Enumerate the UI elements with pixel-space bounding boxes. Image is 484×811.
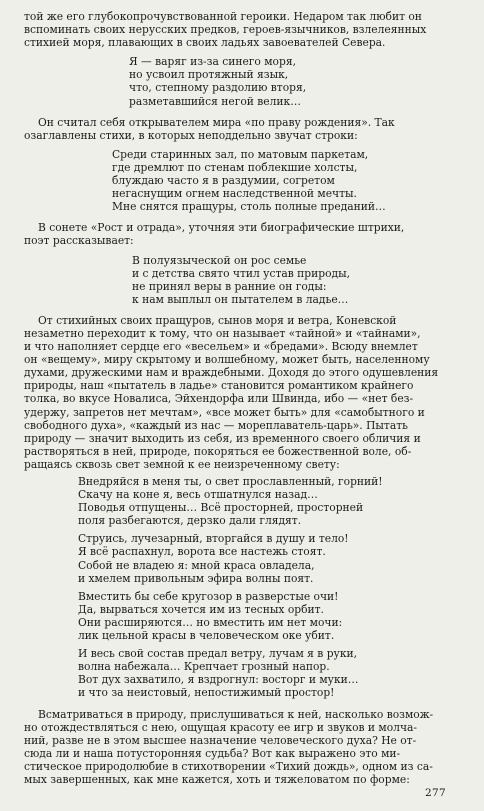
verse-line: блуждаю часто я в раздумии, согретом bbox=[112, 174, 335, 188]
verse-line: Струись, лучезарный, вторгайся в душу и тело! bbox=[78, 532, 349, 546]
verse-line: не принял веры в ранние он годы: bbox=[132, 279, 327, 293]
verse-1 bbox=[24, 55, 464, 107]
verse-line: и что за неистовый, непостижимый простор! bbox=[78, 686, 335, 700]
paragraph-4 bbox=[24, 314, 464, 471]
verse-3 bbox=[24, 254, 464, 306]
verse-line: Вместить бы себе кругозор в разверстые очи! bbox=[78, 589, 339, 603]
text-line: и что наполняет сердце его «весельем» и «бредами». Всюду внемлет bbox=[24, 340, 418, 354]
paragraph-3 bbox=[24, 221, 464, 247]
page-number: 277 bbox=[425, 787, 446, 799]
verse-line: Собой не владею я: мной краса овладела, bbox=[78, 558, 315, 572]
verse-4 bbox=[24, 475, 464, 700]
paragraph-2 bbox=[24, 116, 464, 142]
paragraph-1 bbox=[24, 10, 464, 49]
text-line: ращаясь сквозь свет земной к ее неизреченному свету: bbox=[24, 457, 340, 471]
text-line: незаметно переходит к тому, что он называет «тайной» и «тайнами», bbox=[24, 326, 421, 340]
verse-line: Среди старинных зал, по матовым паркетам, bbox=[112, 147, 369, 161]
verse-line: и хмелем привольным эфира волны поят. bbox=[78, 571, 314, 585]
verse-2 bbox=[24, 148, 464, 213]
text-line: В сонете «Рост и отрада», уточняя эти биографические штрихи, bbox=[38, 221, 405, 235]
text-line: удержу, запретов нет мечтам», «все может быть» для «самобытного и bbox=[24, 405, 425, 419]
verse-line: к нам выплыл он пытателем в ладье… bbox=[132, 292, 349, 306]
text-line: поэт рассказывает: bbox=[24, 234, 134, 248]
verse-line: В полуязыческой он рос семье bbox=[132, 253, 307, 267]
verse-line: разметавшийся негой велик… bbox=[129, 94, 301, 108]
text-line: стическое природолюбие в стихотворении «Тихий дождь», одном из са- bbox=[24, 759, 433, 773]
text-line: но отождествляться с нею, ощущая красоту ее игр и звуков и молча- bbox=[24, 720, 418, 734]
verse-line: Мне снятся пращуры, столь полные преданий… bbox=[112, 200, 386, 214]
text-line: Всматриваться в природу, прислушиваться к ней, насколько возмож- bbox=[38, 707, 434, 721]
verse-line: Скачу на коне я, весь отшатнулся назад… bbox=[78, 488, 318, 502]
verse-line: негаснущим огнем наследственной мечты. bbox=[112, 187, 357, 201]
verse-line: Они расширяются… но вместить им нет мочи: bbox=[78, 615, 343, 629]
verse-line: Я всё распахнул, ворота все настежь стоят. bbox=[78, 545, 326, 559]
text-line: растворяться в ней, природе, покоряться ее божественной воле, об- bbox=[24, 444, 412, 458]
text-line: стихией моря, плавающих в своих ладьях завоевателей Севера. bbox=[24, 36, 386, 50]
text-line: вспоминать своих нерусских предков, героев-язычников, взлелеянных bbox=[24, 23, 427, 37]
text-line: От стихийных своих пращуров, сынов моря и ветра, Коневской bbox=[38, 313, 397, 327]
verse-line: лик цельной красы в человеческом оке убит. bbox=[78, 629, 335, 643]
verse-line: Да, вырваться хочется им из тесных орбит. bbox=[78, 602, 324, 616]
text-line: озаглавлены стихи, в которых неподдельно звучат строки: bbox=[24, 128, 358, 142]
text-line: толка, во вкусе Новалиса, Эйхендорфа или Швинда, ибо — «нет без- bbox=[24, 392, 414, 406]
verse-line: где дремлют по стенам поблекшие холсты, bbox=[112, 160, 358, 174]
verse-line: Вот дух захватило, я вздрогнул: восторг и муки… bbox=[78, 673, 359, 687]
verse-line: волна набежала… Крепчает грозный напор. bbox=[78, 660, 330, 674]
paragraph-5 bbox=[24, 708, 464, 787]
text-line: природу — значит выходить из себя, из временного своего обличия и bbox=[24, 431, 421, 445]
verse-line: Поводья отпущены… Всё просторней, просторней bbox=[78, 501, 364, 515]
text-line: свободного духа», «каждый из нас — мореплаватель-царь». Пытать bbox=[24, 418, 408, 432]
verse-line: но усвоил протяжный язык, bbox=[129, 68, 289, 82]
text-line: Он считал себя открывателем мира «по праву рождения». Так bbox=[38, 115, 395, 129]
text-line: той же его глубокопрочувствованной героики. Недаром так любит он bbox=[24, 10, 422, 23]
text-line: он «вещему», миру скрытому и волшебному, может быть, населенному bbox=[24, 353, 430, 367]
verse-line: И весь свой состав предал ветру, лучам я в руки, bbox=[78, 647, 358, 661]
text-line: природы, наш «пытатель в ладье» становится романтиком крайнего bbox=[24, 379, 414, 393]
verse-line: что, степному раздолию вторя, bbox=[129, 81, 307, 95]
text-line: сюда ли и наша потусторонняя судьба? Вот как выражено это ми- bbox=[24, 746, 401, 760]
verse-line: Я — варяг из-за синего моря, bbox=[129, 55, 296, 69]
verse-line: поля разбегаются, дерзко дали глядят. bbox=[78, 514, 302, 528]
verse-line: Внедряйся в меня ты, о свет прославленный, горний! bbox=[78, 475, 383, 488]
verse-line: и с детства свято чтил устав природы, bbox=[132, 266, 351, 280]
text-line: духами, дружескими нам и враждебными. Доходя до этого одушевления bbox=[24, 366, 439, 380]
text-line: мых завершенных, как мне кажется, хоть и тяжеловатом по форме: bbox=[24, 772, 410, 786]
text-line: ний, разве не в этом высшее назначение человеческого духа? Не от- bbox=[24, 733, 417, 747]
